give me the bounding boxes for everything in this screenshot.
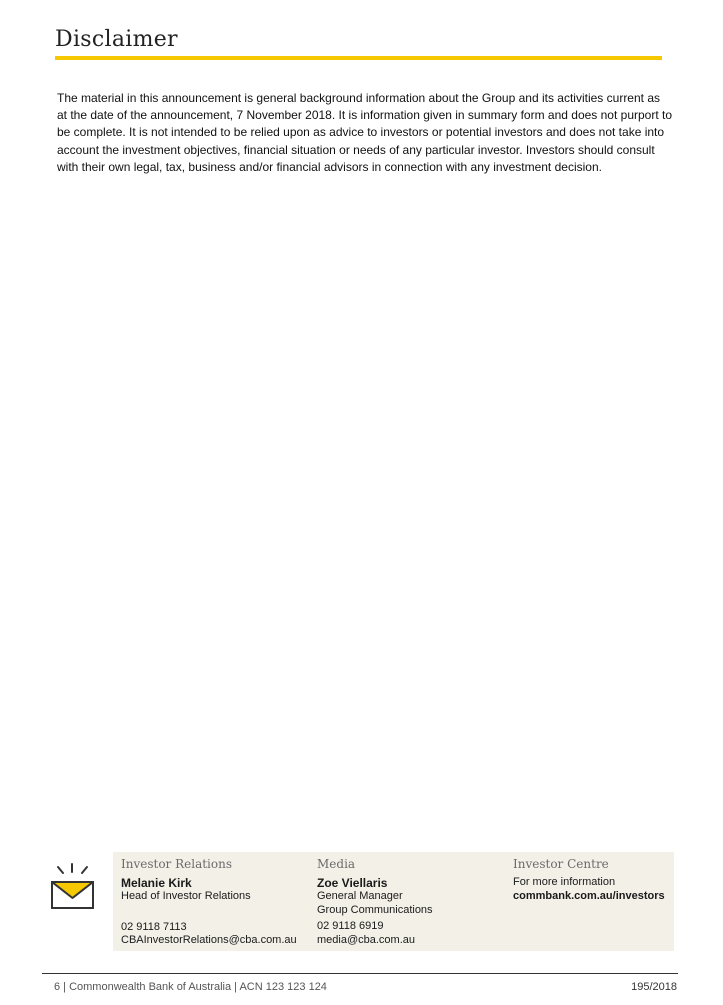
- footer-reference-number: 195/2018: [631, 981, 677, 993]
- disclaimer-text: The material in this announcement is general background information about the Group and its activities current as at the date of the announcement, 7 November 2018. It is information given in summary form and does not purport to be complete. It is not intended to be relied upon as advice to investors or potential investors and does not take into account the investment objectives, financial situation or needs of any particular investor. Investors should consult with their own legal, tax, business and/or financial advisors in connection with any investment decision.: [57, 91, 673, 174]
- ir-contact-role: Head of Investor Relations: [121, 890, 251, 902]
- media-contact-email[interactable]: media@cba.com.au: [317, 933, 415, 946]
- contact-panel: [113, 852, 674, 951]
- investor-centre-heading: Investor Centre: [513, 857, 609, 871]
- media-contact: [317, 856, 433, 947]
- media-contact-phone: 02 9118 6919: [317, 920, 384, 932]
- ir-contact-phone: 02 9118 7113: [121, 920, 187, 933]
- envelope-icon: [50, 862, 96, 914]
- investor-relations-contact: [121, 856, 297, 948]
- footer-divider: [42, 973, 678, 974]
- investor-relations-heading: Investor Relations: [121, 857, 233, 871]
- investor-centre-info: For more information: [513, 876, 616, 888]
- investor-centre: [513, 856, 665, 903]
- ir-contact-email[interactable]: CBAInvestorRelations@cba.com.au: [121, 934, 297, 946]
- investor-centre-link[interactable]: commbank.com.au/investors: [513, 889, 665, 902]
- ir-contact-name: Melanie Kirk: [121, 876, 192, 890]
- media-contact-name: Zoe Viellaris: [317, 876, 388, 890]
- footer-company-info: 6 | Commonwealth Bank of Australia | ACN 123 123 124: [54, 981, 327, 993]
- media-contact-role: General Manager: [317, 890, 403, 902]
- media-heading: Media: [317, 857, 356, 871]
- page-title: Disclaimer: [55, 27, 178, 52]
- media-contact-department: Group Communications: [317, 903, 433, 916]
- title-underline: [55, 56, 662, 60]
